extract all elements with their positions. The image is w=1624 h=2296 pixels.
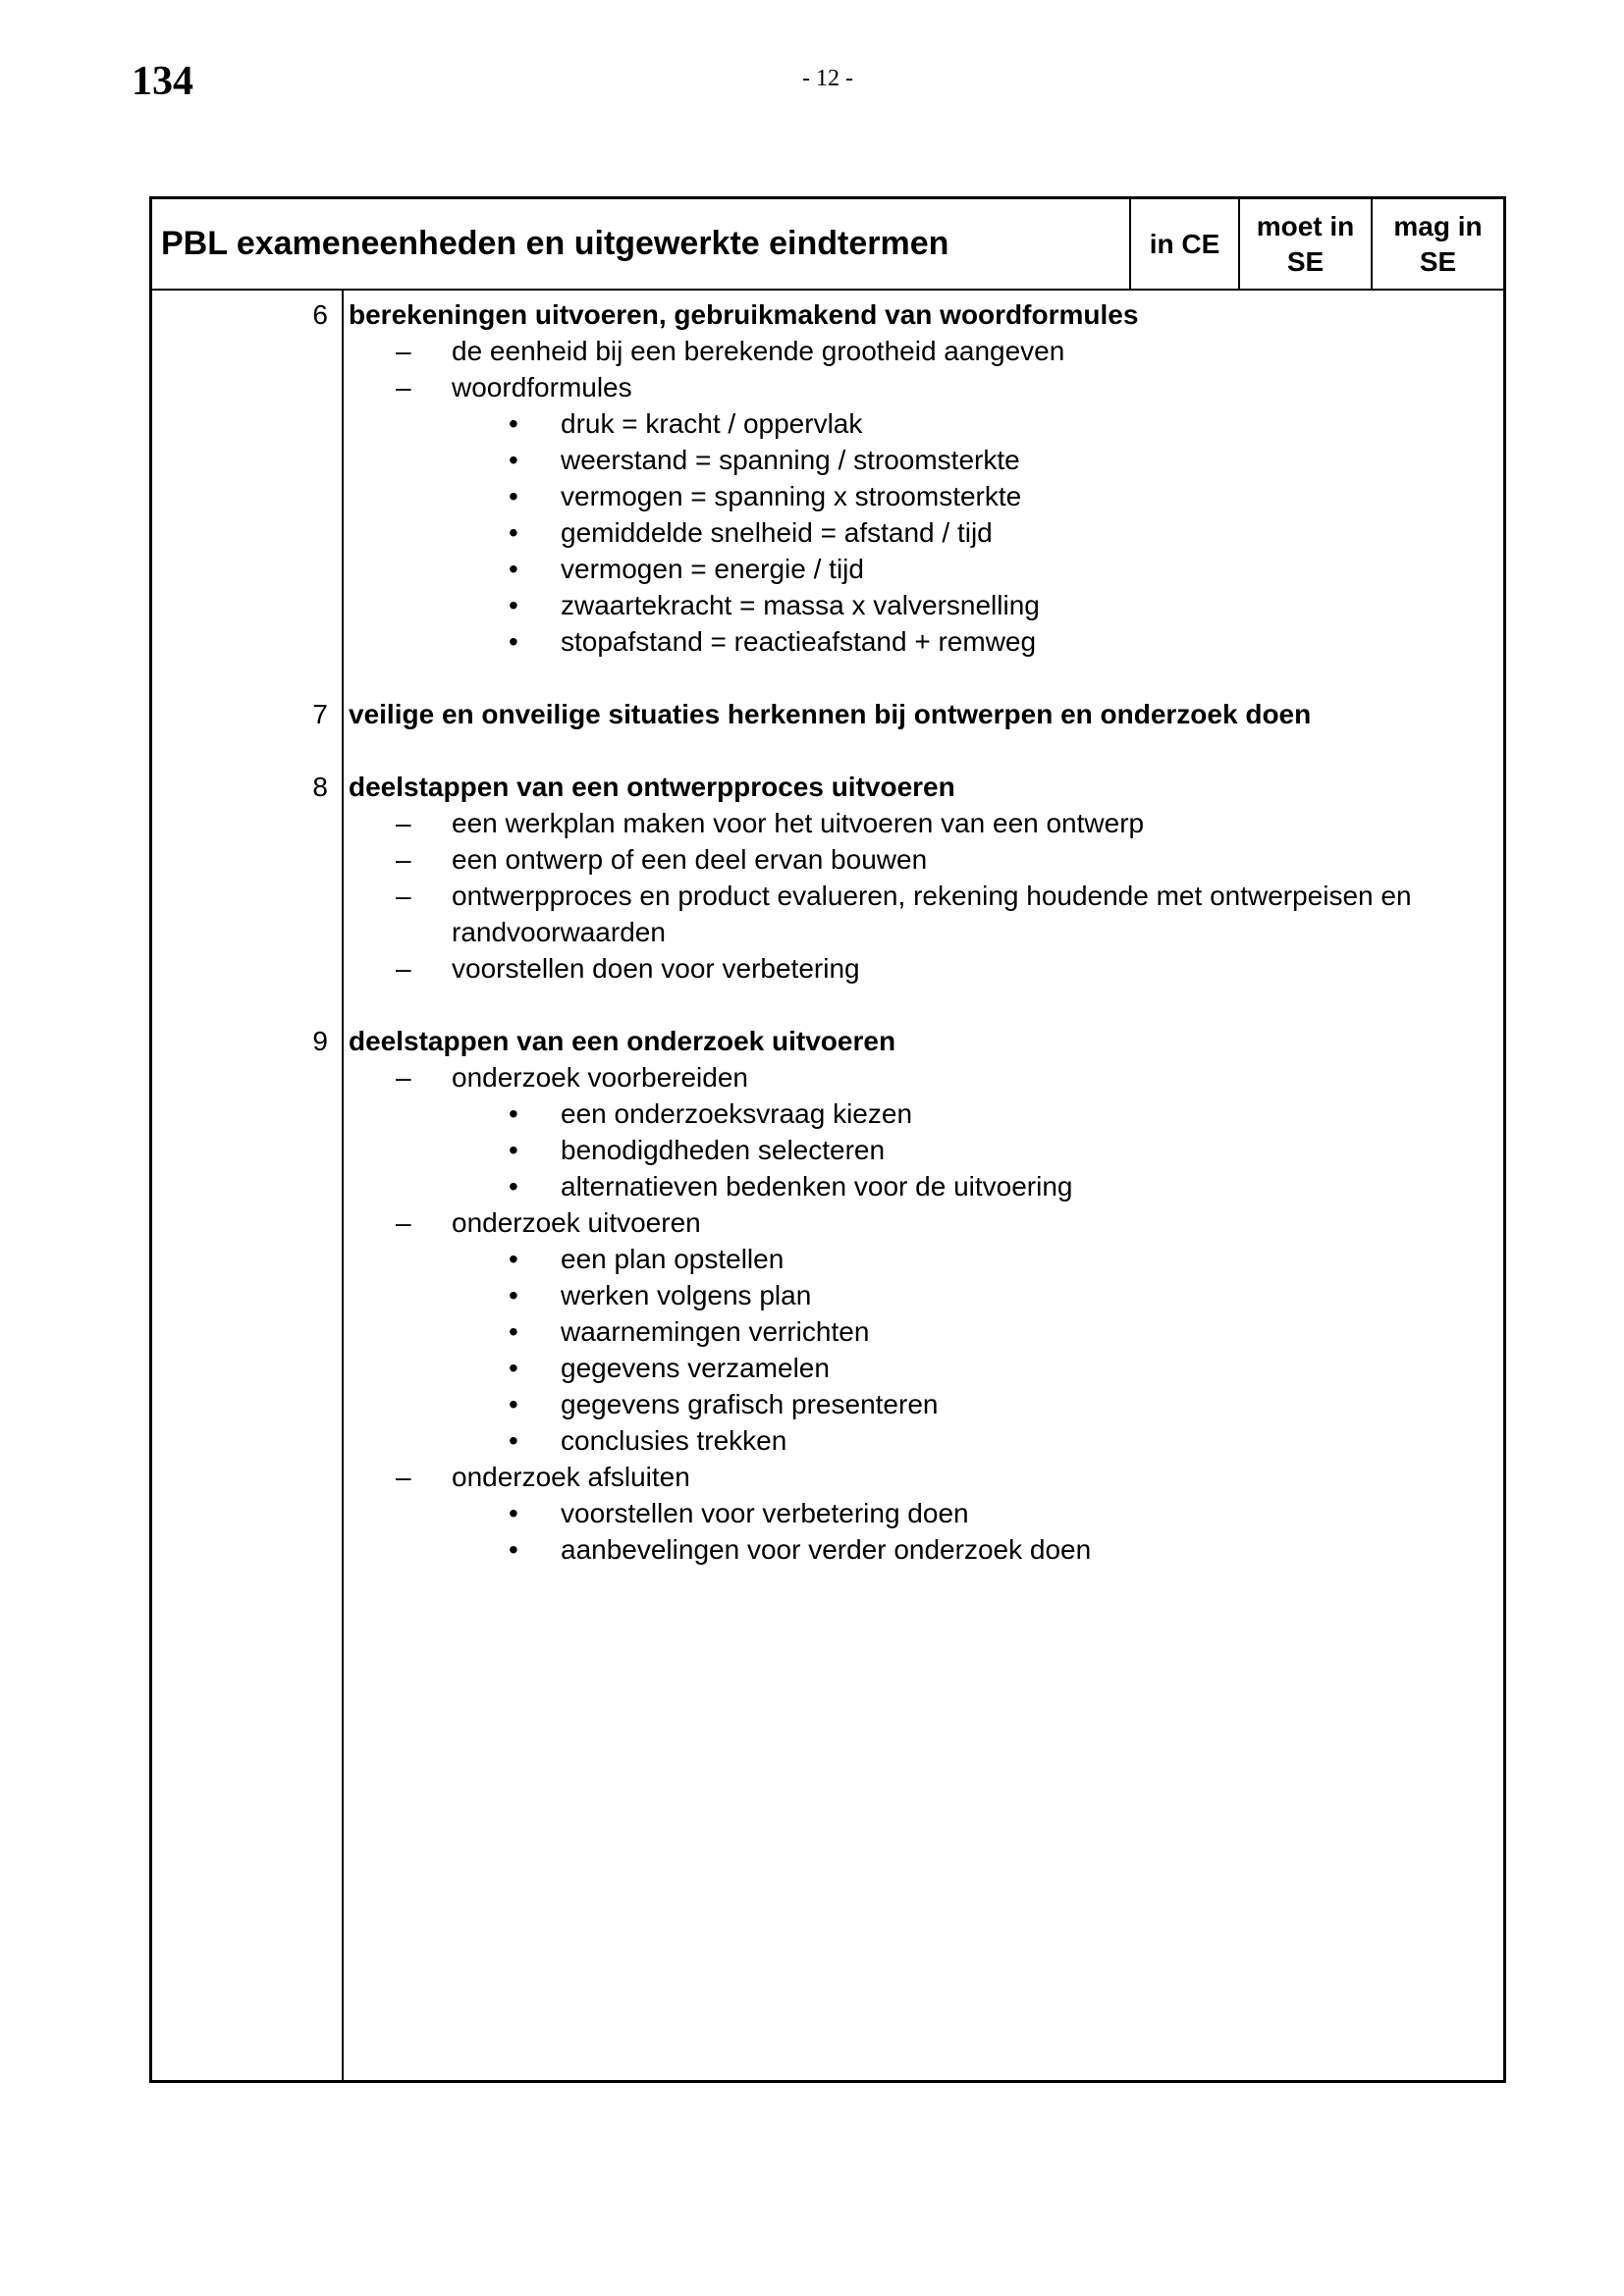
list-item-text: waarnemingen verrichten: [561, 1316, 870, 1347]
dash-marker: –: [396, 844, 411, 875]
bullet-marker: •: [509, 481, 518, 511]
list-item-text: alternatieven bedenken voor de uitvoering: [561, 1171, 1073, 1201]
bullet-list-item: [349, 442, 1484, 478]
list-item-text: zwaartekracht = massa x valversnelling: [561, 590, 1040, 620]
row-content: [342, 769, 1503, 987]
list-item-text: een werkplan maken voor het uitvoeren van een ontwerp: [452, 808, 1145, 838]
dash-marker: –: [396, 336, 411, 366]
item-title: deelstappen van een onderzoek uitvoeren: [349, 1026, 896, 1056]
dash-marker: –: [396, 953, 411, 984]
bullet-marker: •: [509, 626, 518, 657]
list-item-text: stopafstand = reactieafstand + remweg: [561, 626, 1037, 657]
dash-marker: –: [396, 1207, 411, 1238]
dash-marker: –: [396, 372, 411, 402]
bullet-marker: •: [509, 1534, 518, 1565]
folio-page-number: - 12 -: [802, 66, 853, 91]
list-item-text: gegevens verzamelen: [561, 1353, 830, 1383]
header-moet-line2: SE: [1286, 245, 1325, 277]
table-header-row: [152, 199, 1503, 291]
header-mag-line1: mag in: [1393, 210, 1483, 241]
page-number: 134: [132, 59, 193, 104]
bullet-list-item: [349, 478, 1484, 514]
bullet-list-item: [349, 587, 1484, 623]
dash-marker: –: [396, 1062, 411, 1093]
header-title-cell: PBL exameneenheden en uitgewerkte eindtermen: [161, 225, 949, 262]
bullet-marker: •: [509, 1498, 518, 1528]
list-item-text: woordformules: [452, 372, 632, 402]
bullet-marker: •: [509, 408, 518, 439]
dash-list-item: [349, 841, 1484, 878]
dash-list-item: [349, 1204, 1484, 1241]
dash-list-item: [349, 805, 1484, 841]
header-moet-in-se-cell: [1238, 199, 1371, 289]
header-moet-line1: moet in: [1256, 210, 1355, 241]
bullet-list-item: [349, 1313, 1484, 1350]
bullet-marker: •: [509, 1389, 518, 1419]
list-item-text: een ontwerp of een deel ervan bouwen: [452, 844, 928, 875]
item-title: veilige en onveilige situaties herkennen bij ontwerpen en onderzoek doen: [349, 699, 1312, 729]
bullet-marker: •: [509, 1171, 518, 1201]
bullet-marker: •: [509, 590, 518, 620]
bullet-marker: •: [509, 517, 518, 548]
list-item-text: onderzoek uitvoeren: [452, 1207, 701, 1238]
list-item-text: werken volgens plan: [561, 1280, 812, 1310]
row-content: [342, 1023, 1503, 1568]
bullet-marker: •: [509, 1098, 518, 1129]
list-item-text: gemiddelde snelheid = afstand / tijd: [561, 517, 993, 548]
bullet-marker: •: [509, 1353, 518, 1383]
row-number: 6: [312, 299, 328, 330]
list-item-text: voorstellen voor verbetering doen: [561, 1498, 969, 1528]
list-item-text: conclusies trekken: [561, 1425, 787, 1456]
table-body: [152, 291, 1503, 2080]
list-item-text: benodigdheden selecteren: [561, 1135, 886, 1165]
bullet-marker: •: [509, 554, 518, 584]
list-item-text: een onderzoeksvraag kiezen: [561, 1098, 913, 1129]
bullet-marker: •: [509, 445, 518, 475]
list-item-text: aanbevelingen voor verder onderzoek doen: [561, 1534, 1092, 1565]
bullet-list-item: [349, 1277, 1484, 1313]
row-content: [342, 296, 1503, 660]
bullet-marker: •: [509, 1280, 518, 1310]
bullet-list-item: [349, 623, 1484, 660]
dash-list-item: [349, 1059, 1484, 1095]
bullet-marker: •: [509, 1135, 518, 1165]
dash-list-item: [349, 1459, 1484, 1495]
list-item-text: vermogen = energie / tijd: [561, 554, 864, 584]
dash-marker: –: [396, 1462, 411, 1492]
bullet-marker: •: [509, 1316, 518, 1347]
bullet-marker: •: [509, 1425, 518, 1456]
row-number: 9: [312, 1026, 328, 1056]
list-item-text: gegevens grafisch presenteren: [561, 1389, 939, 1419]
header-mag-line2: SE: [1419, 245, 1457, 277]
dash-list-item: [349, 950, 1484, 987]
list-item-text: druk = kracht / oppervlak: [561, 408, 863, 439]
table-row-7: [152, 696, 1503, 732]
header-mag-in-se-cell: [1371, 199, 1503, 289]
table-row-8: [152, 769, 1503, 987]
number-column-divider: [342, 291, 344, 2080]
bullet-list-item: [349, 1350, 1484, 1386]
item-title: berekeningen uitvoeren, gebruikmakend van woordformules: [349, 299, 1139, 330]
table-row-6: [152, 296, 1503, 660]
row-number: 8: [312, 772, 328, 802]
list-item-text: voorstellen doen voor verbetering: [452, 953, 860, 984]
bullet-list-item: [349, 1495, 1484, 1531]
bullet-list-item: [349, 1241, 1484, 1277]
bullet-list-item: [349, 1386, 1484, 1422]
row-number: 7: [312, 699, 328, 729]
list-item-text: onderzoek voorbereiden: [452, 1062, 748, 1093]
dash-list-item: [349, 369, 1484, 405]
header-in-ce-cell: in CE: [1129, 199, 1238, 289]
list-item-text: vermogen = spanning x stroomsterkte: [561, 481, 1022, 511]
dash-list-item: [349, 333, 1484, 369]
bullet-list-item: [349, 1531, 1484, 1568]
list-item-text: weerstand = spanning / stroomsterkte: [561, 445, 1020, 475]
dash-marker: –: [396, 808, 411, 838]
bullet-marker: •: [509, 1244, 518, 1274]
dash-marker: –: [396, 881, 411, 911]
item-title: deelstappen van een ontwerpproces uitvoeren: [349, 772, 955, 802]
list-item-text: ontwerpproces en product evalueren, rekening houdende met ontwerpeisen en randvoorwaarden: [452, 881, 1412, 947]
bullet-list-item: [349, 1132, 1484, 1168]
bullet-list-item: [349, 1095, 1484, 1132]
bullet-list-item: [349, 1422, 1484, 1459]
bullet-list-item: [349, 405, 1484, 442]
list-item-text: de eenheid bij een berekende grootheid aangeven: [452, 336, 1065, 366]
bullet-list-item: [349, 514, 1484, 551]
list-item-text: onderzoek afsluiten: [452, 1462, 690, 1492]
dash-list-item: [349, 878, 1484, 950]
list-item-text: een plan opstellen: [561, 1244, 785, 1274]
bullet-list-item: [349, 1168, 1484, 1204]
row-content: [342, 696, 1503, 732]
table-row-9: [152, 1023, 1503, 1568]
eindtermen-table: [149, 196, 1506, 2083]
bullet-list-item: [349, 551, 1484, 587]
